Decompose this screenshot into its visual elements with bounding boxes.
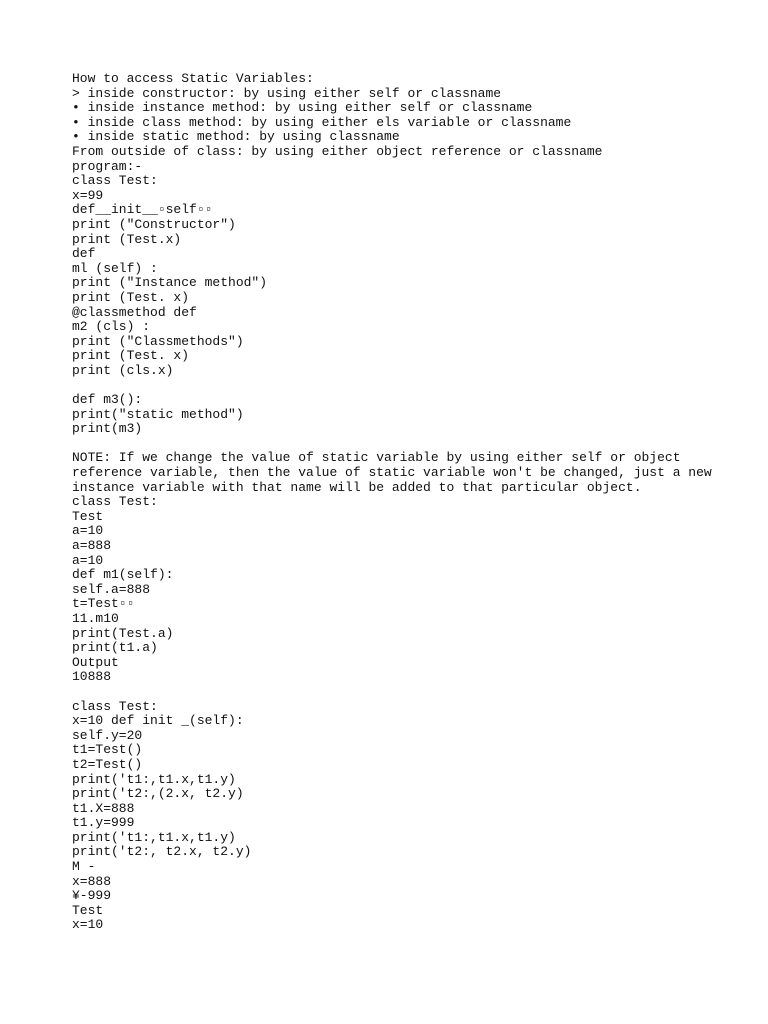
text-line: def m1(self):: [72, 567, 174, 583]
text-line: print('t1:,t1.x,t1.y): [72, 771, 236, 787]
text-line: print('t2:,(2.x, t2.y): [72, 786, 244, 802]
text-line: x=10 def init _(self):: [72, 713, 244, 729]
text-line: ¥-999: [72, 888, 112, 904]
text-line: print (Test.x): [72, 231, 182, 247]
text-line: self.a=888: [72, 581, 151, 597]
text-line: a=10: [72, 523, 104, 539]
text-line: From outside of class: by using either object reference or classname: [72, 143, 603, 159]
text-line: t1.X=888: [72, 800, 135, 816]
text-line: self.y=20: [72, 727, 143, 743]
text-line: 10888: [72, 669, 112, 685]
text-line: instance variable with that name will be added to that particular object.: [72, 479, 642, 495]
text-line: class Test:: [72, 698, 158, 714]
text-line: m2 (cls) :: [72, 319, 151, 335]
text-line: Test: [72, 902, 104, 918]
text-line: 11.m10: [72, 610, 119, 626]
text-line: t=Test▫▫: [72, 596, 135, 612]
text-line: t2=Test(): [72, 756, 143, 772]
text-line: print (Test. x): [72, 289, 190, 305]
text-line: ml (self) :: [72, 260, 158, 276]
text-line: • inside static method: by using classname: [72, 129, 400, 145]
text-line: print('t1:,t1.x,t1.y): [72, 829, 236, 845]
text-line: print ("Instance method"): [72, 275, 268, 291]
text-line: print ("Constructor"): [72, 216, 236, 232]
text-line: M -: [72, 859, 96, 875]
text-line: a=10: [72, 552, 104, 568]
text-line: t1.y=999: [72, 815, 135, 831]
text-line: print(Test.a): [72, 625, 174, 641]
blank-line: [72, 437, 732, 452]
text-line: program:-: [72, 158, 143, 174]
text-line: class Test:: [72, 173, 158, 189]
text-line: def m3():: [72, 392, 143, 408]
text-line: print (cls.x): [72, 362, 174, 378]
blank-line: [72, 378, 732, 393]
text-line: def__init__▫self▫▫: [72, 202, 213, 218]
document-page: [72, 72, 732, 933]
text-line: x=99: [72, 187, 104, 203]
text-line: print ("Classmethods"): [72, 333, 244, 349]
text-line: Output: [72, 654, 119, 670]
text-line: x=888: [72, 873, 112, 889]
text-line: a=888: [72, 538, 112, 553]
text-line: • inside class method: by using either els variable or classname: [72, 114, 572, 130]
text-line: @classmethod def: [72, 304, 197, 320]
text-line: > inside constructor: by using either self or classname: [72, 85, 502, 101]
text-line: reference variable, then the value of static variable won't be changed, just a new: [72, 465, 712, 481]
text-line: print(t1.a): [72, 640, 158, 656]
text-line: print("static method"): [72, 406, 244, 422]
text-line: class Test:: [72, 494, 158, 510]
text-line: def: [72, 246, 96, 262]
text-line: Test: [72, 508, 104, 524]
text-line: print (Test. x): [72, 348, 190, 364]
text-line: x=10: [72, 917, 104, 933]
text-line: NOTE: If we change the value of static variable by using either self or object: [72, 450, 681, 466]
text-line: t1=Test(): [72, 742, 143, 758]
text-line: print('t2:, t2.x, t2.y): [72, 844, 252, 860]
text-line: • inside instance method: by using either self or classname: [72, 100, 533, 116]
text-line: print(m3): [72, 421, 143, 437]
blank-line: [72, 685, 732, 700]
text-line: How to access Static Variables:: [72, 71, 314, 86]
